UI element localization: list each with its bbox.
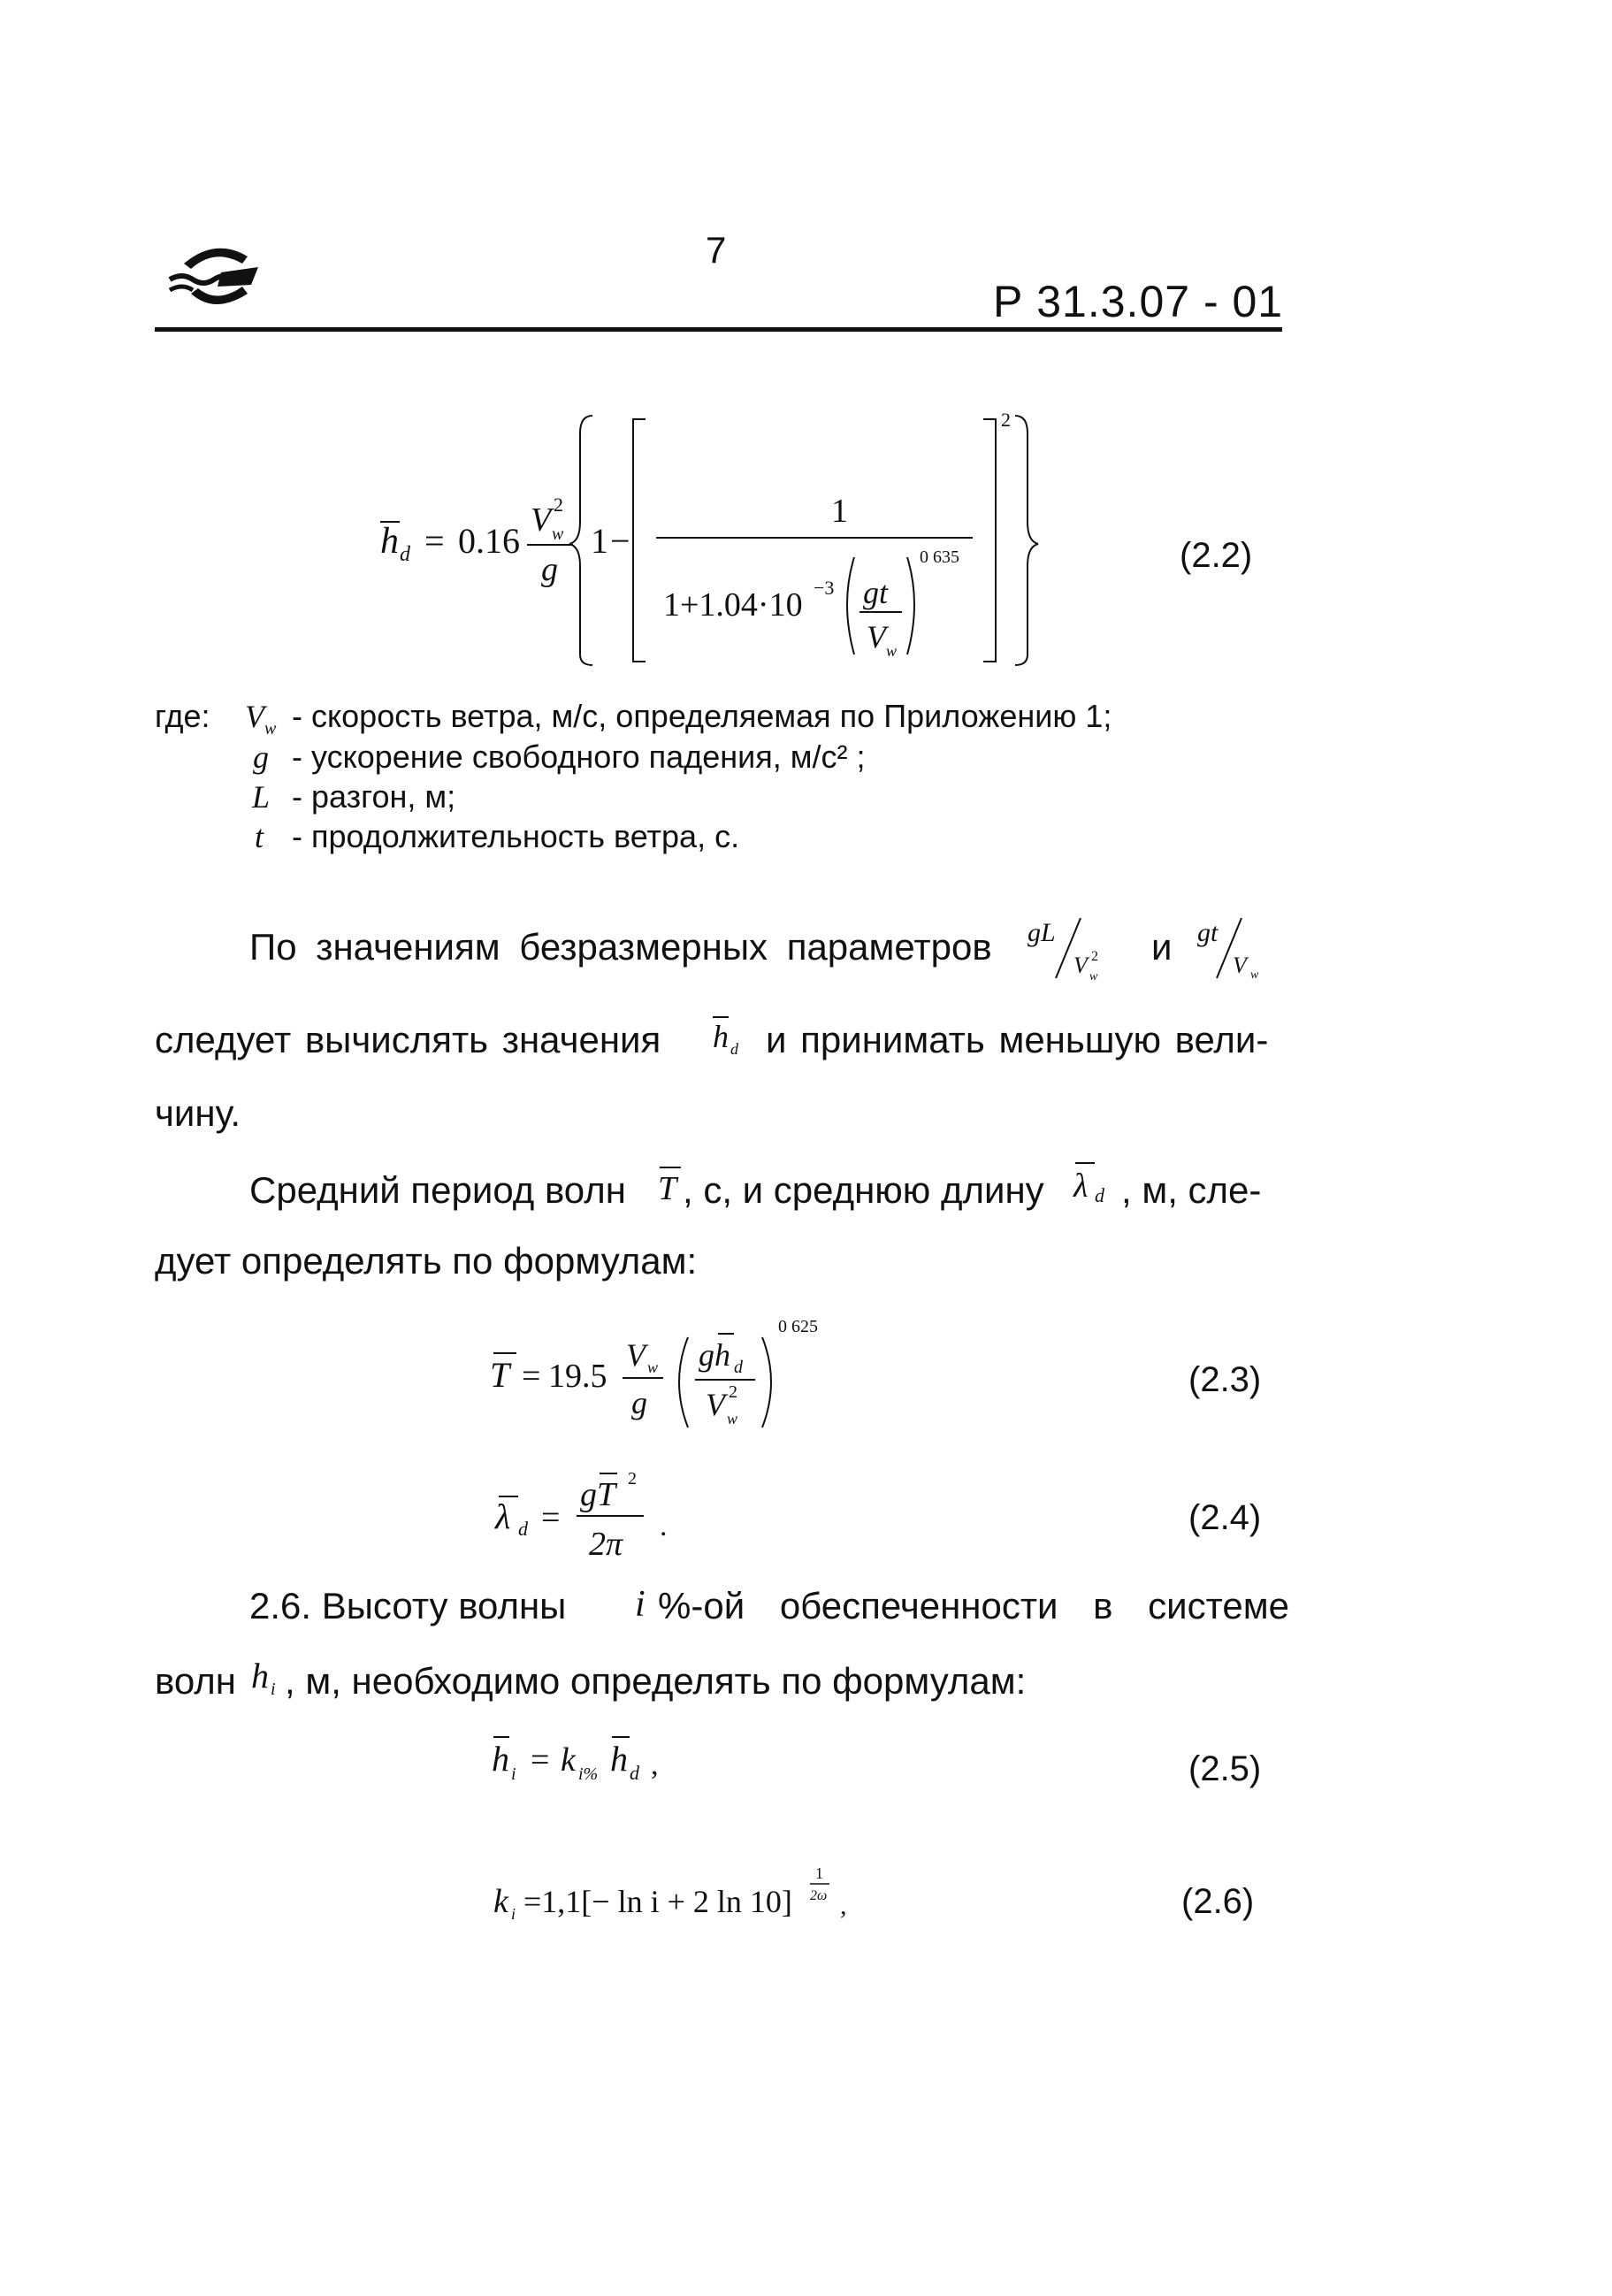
svg-text:2ω: 2ω [810, 1888, 828, 1903]
f22-coef: 0.16 [458, 521, 520, 561]
para3-line2b: , м, необходимо определять по формулам: [285, 1660, 1027, 1702]
where-sym-vw: $V_w$ [245, 699, 277, 739]
logo-icon [166, 237, 264, 317]
inline-gL-over-vw2 [1026, 911, 1114, 982]
svg-text:gL: gL [1028, 918, 1056, 947]
svg-text:d: d [1095, 1184, 1104, 1206]
page-number: 7 [706, 229, 727, 271]
formula-2-2 [371, 407, 1061, 672]
f22-lhs-sub: d [400, 543, 410, 566]
svg-text:d: d [734, 1358, 743, 1377]
svg-text:=: = [424, 521, 445, 561]
formula-2-5-number: (2.5) [1188, 1749, 1262, 1788]
svg-text:d: d [630, 1762, 639, 1784]
para1-line1: По значениям безразмерных параметров [249, 926, 992, 968]
para1-and: и [1151, 926, 1173, 968]
para3-line1a: 2.6. Высоту волны [249, 1585, 567, 1626]
para1-line3: чину. [155, 1092, 241, 1134]
formula-2-5 [488, 1725, 700, 1795]
svg-text:−3: −3 [814, 577, 835, 599]
formula-2-2-number: (2.2) [1180, 536, 1253, 575]
svg-text:k: k [493, 1883, 508, 1920]
svg-text:0 625: 0 625 [778, 1317, 818, 1336]
svg-text:2π: 2π [589, 1526, 623, 1563]
para2-line1c: , м, сле- [1121, 1169, 1262, 1211]
f22-vw: V [531, 501, 552, 539]
svg-text:2: 2 [628, 1469, 637, 1489]
svg-text:g: g [631, 1385, 647, 1420]
para2-line2: дует определять по формулам: [155, 1240, 698, 1282]
where-text-vw: - скорость ветра, м/с, определяемая по Приложению 1; [292, 698, 1112, 734]
svg-text:−: − [610, 521, 630, 561]
svg-text:V: V [1073, 953, 1088, 978]
svg-text:w: w [1250, 968, 1259, 982]
svg-text:0 635: 0 635 [920, 547, 959, 567]
svg-text:w: w [1089, 970, 1098, 982]
header-rule [155, 327, 1282, 332]
inline-gt-over-vw [1196, 911, 1284, 982]
svg-text:h: h [251, 1656, 269, 1695]
formula-2-3 [486, 1307, 858, 1431]
svg-text:h: h [713, 1019, 729, 1054]
svg-text:i: i [511, 1905, 516, 1923]
svg-text:h: h [492, 1739, 509, 1779]
svg-text:1: 1 [591, 521, 608, 561]
f26-rhs: =1,1[− ln i + 2 ln 10] [523, 1884, 792, 1919]
svg-text:i%: i% [578, 1764, 599, 1784]
svg-text:gt: gt [1197, 918, 1219, 947]
formula-2-4 [492, 1461, 686, 1567]
svg-text:V: V [867, 619, 886, 654]
f22-lhs: h [380, 521, 399, 562]
para3-line2a: волн [155, 1660, 236, 1702]
svg-text:,: , [651, 1749, 659, 1781]
para1-line2b: и принимать меньшую вели- [766, 1019, 1269, 1060]
svg-text:λ: λ [1073, 1167, 1089, 1205]
svg-text:λ: λ [495, 1496, 511, 1536]
svg-text:=: = [541, 1499, 561, 1536]
svg-text:V: V [706, 1387, 725, 1422]
svg-text:19.5: 19.5 [548, 1358, 607, 1395]
svg-text:w: w [552, 524, 564, 544]
where-sym-t: t [255, 819, 264, 854]
where-text-g: - ускорение свободного падения, м/с² ; [292, 739, 866, 775]
document-code: Р 31.3.07 - 01 [993, 277, 1284, 326]
svg-text:2: 2 [1091, 949, 1098, 964]
svg-text:2: 2 [729, 1382, 737, 1402]
svg-text:,: , [840, 1891, 847, 1920]
where-text-l: - разгон, м; [292, 778, 456, 815]
svg-text:2: 2 [554, 494, 563, 516]
formula-2-6-number: (2.6) [1181, 1882, 1255, 1921]
svg-text:V: V [626, 1337, 646, 1373]
para3-line1b: %-ой обеспеченности в системе [658, 1585, 1289, 1626]
svg-text:gt: gt [863, 575, 889, 610]
para1-line2a: следует вычислять значения [155, 1019, 661, 1060]
svg-text:2: 2 [1001, 409, 1011, 431]
svg-text:.: . [660, 1510, 668, 1542]
svg-text:k: k [561, 1741, 576, 1779]
inline-hd [707, 1008, 752, 1061]
where-sym-l: L [252, 779, 271, 815]
where-sym-g: g [253, 739, 269, 775]
svg-text:gh: gh [699, 1337, 730, 1373]
svg-text:1+1.04·10: 1+1.04·10 [663, 586, 803, 624]
para2-line1a: Средний период волн [249, 1169, 626, 1211]
svg-text:w: w [886, 642, 898, 660]
svg-text:i: i [511, 1764, 516, 1784]
svg-text:d: d [518, 1518, 528, 1540]
where-text-t: - продолжительность ветра, с. [292, 818, 740, 854]
svg-text:T: T [658, 1170, 677, 1207]
svg-text:w: w [647, 1358, 659, 1376]
svg-text:T: T [490, 1355, 510, 1395]
svg-text:V: V [1233, 953, 1247, 978]
svg-text:1: 1 [831, 493, 848, 530]
svg-text:w: w [727, 1410, 738, 1427]
formula-2-3-number: (2.3) [1188, 1360, 1262, 1399]
para2-line1b: , с, и среднюю длину [683, 1169, 1044, 1211]
svg-text:=: = [531, 1741, 550, 1779]
para3-i: i [635, 1584, 646, 1625]
formula-2-4-number: (2.4) [1188, 1498, 1262, 1537]
inline-lambda-d [1068, 1154, 1121, 1207]
svg-text:1: 1 [815, 1864, 823, 1882]
formula-2-6 [488, 1861, 877, 1932]
svg-text:g: g [541, 551, 558, 588]
svg-text:=: = [522, 1358, 541, 1395]
svg-text:d: d [730, 1040, 738, 1058]
svg-text:i: i [271, 1680, 276, 1699]
where-label: где: [155, 698, 210, 734]
svg-text:gT: gT [580, 1476, 616, 1513]
svg-text:h: h [610, 1739, 628, 1779]
